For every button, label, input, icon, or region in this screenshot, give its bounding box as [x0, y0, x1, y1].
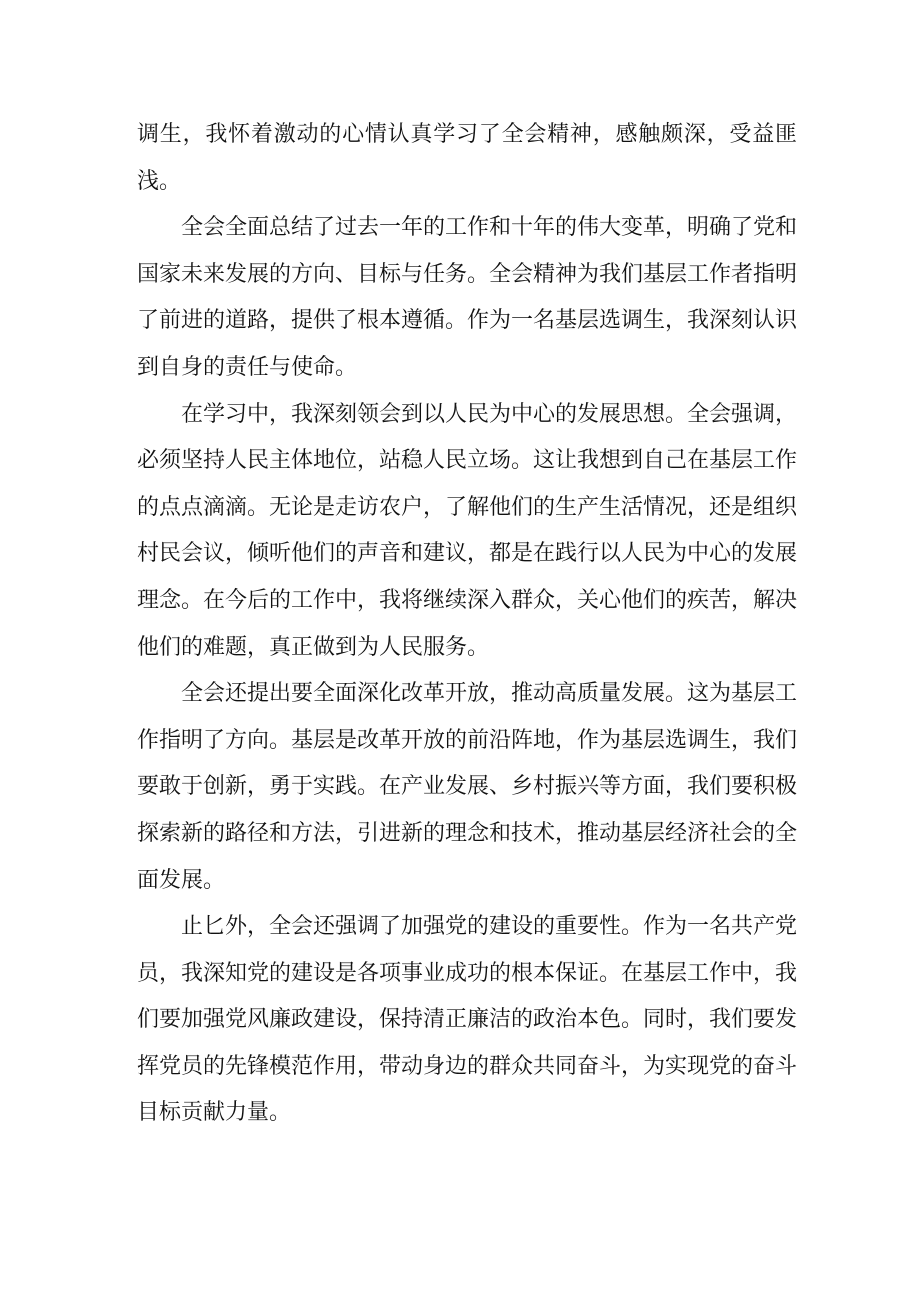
paragraph-reform-opening: 全会还提出要全面深化改革开放，推动高质量发展。这为基层工作指明了方向。基层是改革开放的前沿阵地，作为基层选调生，我们要敢于创新，勇于实践。在产业发展、乡村振兴等方面，我们要积极探索新的路径和方法，引进新的理念和技术，推动基层经济社会的全面发展。 — [137, 681, 798, 893]
paragraph-people-centered: 在学习中，我深刻领会到以人民为中心的发展思想。全会强调，必须坚持人民主体地位，站稳人民立场。这让我想到自己在基层工作的点点滴滴。无论是走访农户，了解他们的生产生活情况，还是组织村民会议，倾听他们的声音和建议，都是在践行以人民为中心的发展理念。在今后的工作中，我将继续深入群众，关心他们的疾苦，解决他们的难题，真正做到为人民服务。 — [137, 401, 798, 660]
paragraph-continuation: 调生，我怀着激动的心情认真学习了全会精神，感触颇深，受益匪浅。 — [137, 122, 797, 194]
paragraph-party-building: 止匕外，全会还强调了加强党的建设的重要性。作为一名共产党员，我深知党的建设是各项事业成功的根本保证。在基层工作中，我们要加强党风廉政建设，保持清正廉洁的政治本色。同时，我们要发挥党员的先锋模范作用，带动身边的群众共同奋斗，为实现党的奋斗目标贡献力量。 — [137, 914, 798, 1126]
paragraph-plenary-summary: 全会全面总结了过去一年的工作和十年的伟大变革，明确了党和国家未来发展的方向、目标与任务。全会精神为我们基层工作者指明了前进的道路，提供了根本遵循。作为一名基层选调生，我深刻认识到自身的责任与使命。 — [137, 215, 798, 380]
document-body — [137, 112, 797, 1137]
